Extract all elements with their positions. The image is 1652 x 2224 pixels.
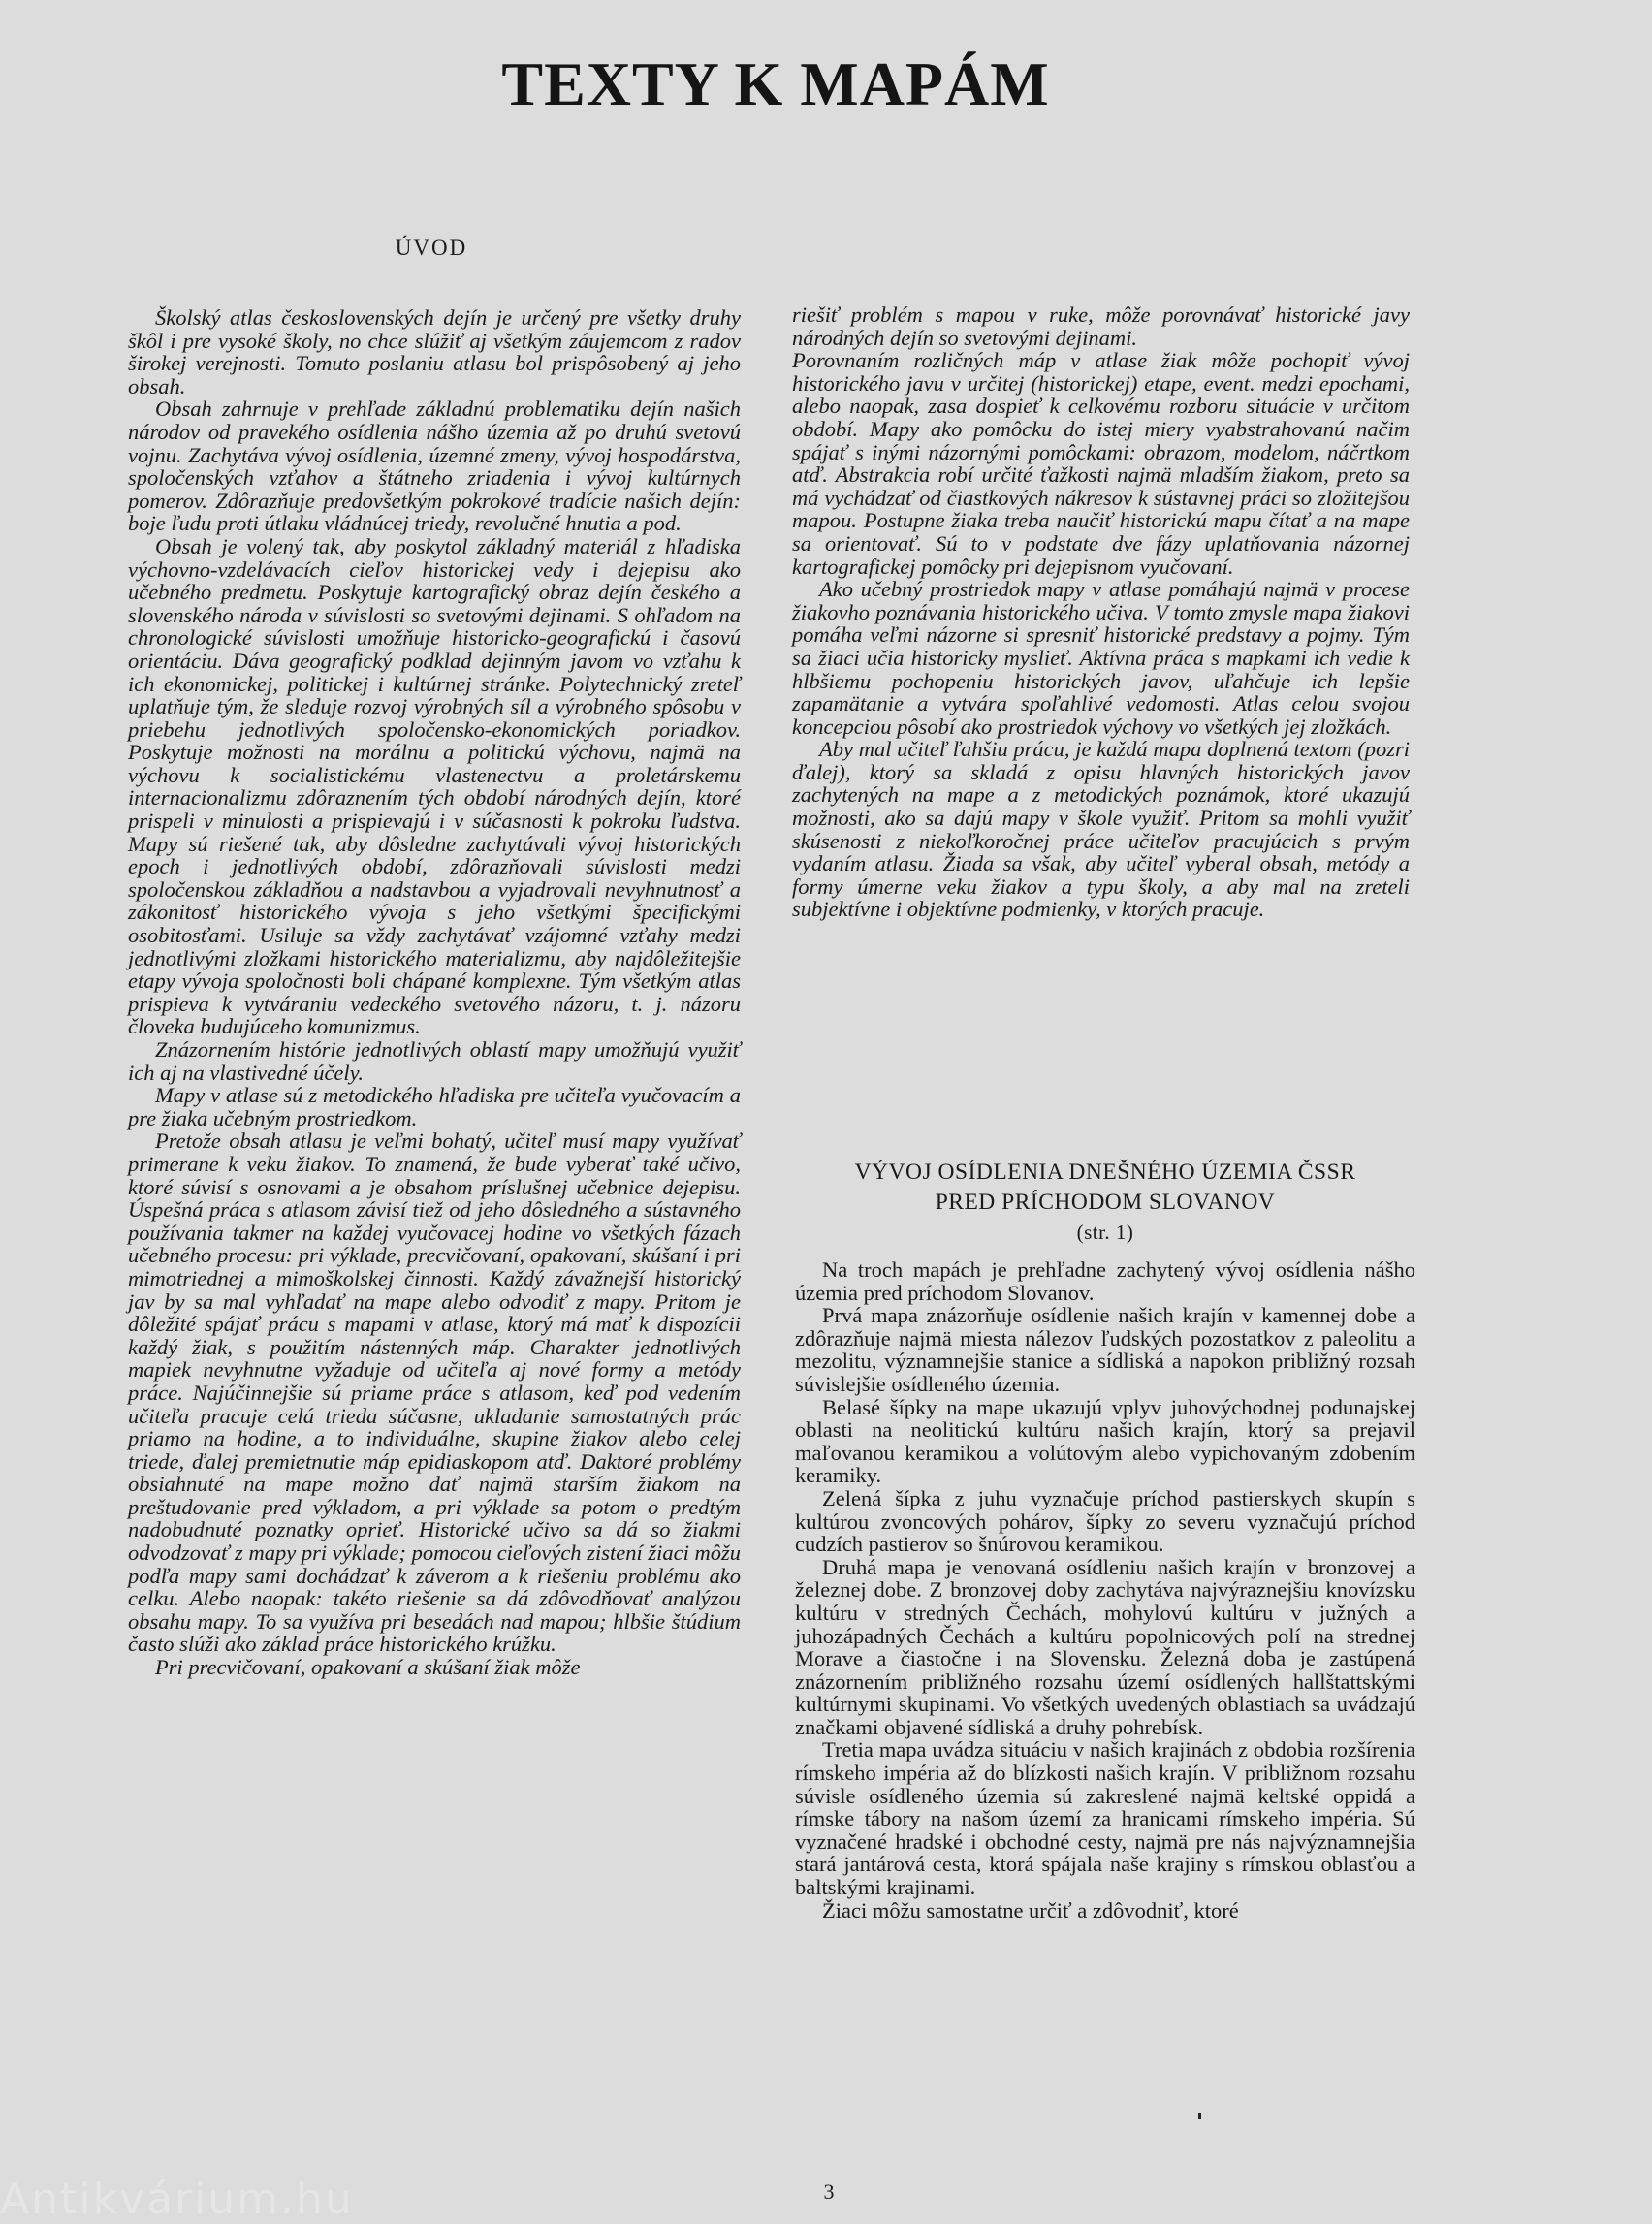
paragraph: Na troch mapách je prehľadne zachytený vývoj osídlenia nášho územia pred príchodom Slovanov.: [795, 1257, 1415, 1305]
paragraph: Obsah zahrnuje v prehľade základnú problematiku dejín našich národov od pravekého osídlenia nášho územia až po druhú svetovú vojnu. Zachytáva vývoj osídlenia, územné zmeny, vývoj hospodárstva, spoločenských vzťahov a štátneho zriadenia i vývoj kultúrnych pomerov. Zdôrazňuje predovšetkým pokrokové tradície našich dejín: boje ľudu proti útlaku vládnúcej triedy, revolučné hnutia a pod.: [128, 397, 741, 536]
paragraph: riešiť problém s mapou v ruke, môže porovnávať historické javy národných dejín so svetovými dejinami.: [792, 302, 1410, 350]
page-number: 3: [823, 2179, 835, 2204]
paragraph: Pretože obsah atlasu je veľmi bohatý, učiteľ musí mapy využívať primerane k veku žiakov. To znamená, že bude vyberať také učivo, ktoré súvisí s osnovami a je obsahom príslušnej učebnice dejepisu. Úspešná práca s atlasom závisí tiež od jeho dôsledného a sústavného používania takmer na každej vyučovacej hodine vo všetkých fázach učebného procesu: pri výklade, precvičovaní, opakovaní, skúšaní i pri mimotriednej a mimoškolskej činnosti. Každý závažnejší historický jav by sa mal vyhľadať na mape alebo odvodiť z mapy. Pritom je dôležité spájať prácu s mapami v atlase, ktorý má mať k dispozícii každý žiak, s použitím nástenných máp. Charakter jednotlivých mapiek nevyhnutne vyžaduje od učiteľa aj nové formy a metódy práce. Najúčinnejšie sú priame práce s atlasom, keď pod vedením učiteľa pracuje celá trieda súčasne, ukladanie samostatných prác priamo na hodine, a to individuálne, skupine žiakov alebo celej triede, ďalej premietnutie máp epidiaskopom atď. Daktoré problémy obsiahnuté na mape možno dať najmä starším žiakom na preštudovanie pred výkladom, a pri výklade sa potom o predtým nadobudnuté poznatky oprieť. Historické učivo sa dá so žiakmi odvodzovať z mapy pri výklade; pomocou cieľových zistení žiaci môžu podľa mapy sami dochádzať k záverom a k riešeniu problému ako celku. Alebo naopak: takéto riešenie sa dá zdôvodňovať analýzou obsahu mapy. To sa využíva pri besedách nad mapou; hlbšie štúdium často slúži ako základ práce historického krúžku.: [128, 1128, 741, 1657]
paragraph: Ako učebný prostriedok mapy v atlase pomáhajú najmä v procese žiakovho poznávania historického učiva. V tomto zmysle mapa žiakovi pomáha veľmi názorne si spresniť historické predstavy a pojmy. Tým sa žiaci učia historicky myslieť. Aktívna práca s mapkami ich vedie k hlbšiemu pochopeniu historických javov, uľahčuje ich lepšie zapamätanie a vytvára spoľahlivé vedomosti. Atlas celou svojou koncepciou pôsobí ako prostriedok výchovy vo všetkých jej zložkách.: [792, 577, 1410, 739]
paragraph: Znázornením histórie jednotlivých oblastí mapy umožňujú využiť ich aj na vlastivedné účely.: [128, 1037, 741, 1085]
section-text-column: [795, 1258, 1415, 1922]
section-title-line: VÝVOJ OSÍDLENIA DNEŠNÉHO ÚZEMIA ČSSR: [854, 1160, 1356, 1185]
paragraph: Tretia mapa uvádza situáciu v našich krajinách z obdobia rozšírenia rímskeho impéria až do blízkosti našich krajín. V približnom rozsahu súvisle osídleného územia sú zakreslené najmä keltské oppidá a rímske tábory na našom území za hranicami rímskeho impéria. Sú vyznačené hradské i obchodné cesty, najmä pre nás najvýznamnejšia stará jantárová cesta, ktorá spájala naše krajiny s rímskou oblasťou a baltskými krajinami.: [795, 1737, 1415, 1900]
section-title-line: PRED PRÍCHODOM SLOVANOV: [935, 1190, 1276, 1215]
paragraph: Zelená šípka z juhu vyznačuje príchod pastierskych skupín s kultúrou zvoncových pohárov, šípky zo severu vyznačujú príchod cudzích pastierov so šnúrovou keramikou.: [795, 1485, 1415, 1557]
paragraph: Belasé šípky na mape ukazujú vplyv juhovýchodnej podunajskej oblasti na neolitickú kultúru našich krajín, ktorý sa prejavil maľovanou keramikou a volútovým alebo vypichovaným zdobením keramiky.: [795, 1394, 1415, 1488]
paragraph: Prvá mapa znázorňuje osídlenie našich krajín v kamennej dobe a zdôrazňuje najmä miesta nálezov ľudských pozostatkov z paleolitu a mezolitu, významnejšie stanice a sídliská a napokon približný rozsah súvislejšie osídleného územia.: [795, 1303, 1415, 1396]
intro-heading: ÚVOD: [395, 236, 468, 260]
print-speck: [1198, 2113, 1201, 2119]
watermark: Antikvárium.hu: [0, 2175, 354, 2224]
intro-text-left-column: [128, 306, 741, 1679]
paragraph: Pri precvičovaní, opakovaní a skúšaní žiak môže: [155, 1655, 581, 1680]
page-title: TEXTY K MAPÁM: [501, 49, 1050, 118]
paragraph: Druhá mapa je venovaná osídleniu našich krajín v bronzovej a železnej dobe. Z bronzovej doby zachytáva najvýraznejšiu knovízsku kultúru v stredných Čechách, mohylovú kultúru v južných a juhozápadných Čechách a kultúru popolnicových polí na strednej Morave a čiastočne i na Slovensku. Železná doba je zastúpená znázornením približného rozsahu území osídlených hallštattskými kultúrnymi skupinami. Vo všetkých uvedených oblastiach sa uvádzajú značkami objavené sídliská a druhy pohrebísk.: [795, 1554, 1415, 1739]
intro-text-right-column: [792, 303, 1410, 921]
paragraph: Porovnaním rozličných máp v atlase žiak môže pochopiť vývoj historického javu v určitej (historickej) etape, event. medzi epochami, alebo naopak, zasa dospieť k celkovému rozboru situácie v určitom období. Mapy ako pomôcku do istej miery vyabstrahovanú načim spájať s inými názornými pomôckami: obrazom, modelom, náčrtkom atď. Abstrakcia robí určité ťažkosti najmä mladším žiakom, preto sa má vychádzať od čiastkových nákresov k sústavnej práci so zložitejšou mapou. Postupne žiaka treba naučiť historickú mapu čítať a na mape sa orientovať. Sú to v podstate dve fázy uplatňovania názornej kartografickej pomôcky pri dejepisnom vyučovaní.: [792, 348, 1410, 579]
paragraph: Školský atlas československých dejín je určený pre všetky druhy škôl i pre vysoké školy, no chce slúžiť aj všetkým záujemcom z radov širokej verejnosti. Tomuto poslaniu atlasu bol prispôsobený aj jeho obsah.: [128, 305, 741, 398]
section-heading: [795, 1158, 1415, 1248]
section-page-ref: (str. 1): [1076, 1221, 1134, 1244]
paragraph: Mapy v atlase sú z metodického hľadiska pre učiteľa vyučovacím a pre žiaka učebným prostriedkom.: [128, 1083, 741, 1130]
paragraph: Aby mal učiteľ ľahšiu prácu, je každá mapa doplnená textom (pozri ďalej), ktorý sa skladá z opisu hlavných historických javov zachytených na mape a z metodických poznámok, ktoré ukazujú možnosti, ako sa dajú mapy v škole využiť. Pritom sa mohli využiť skúsenosti z niekoľkoročnej práce učiteľov pracujúcich s prvým vydaním atlasu. Žiada sa však, aby učiteľ vyberal obsah, metódy a formy úmerne veku žiakov a typu školy, a aby mal na zreteli subjektívne i objektívne podmienky, v ktorých pracuje.: [792, 737, 1410, 922]
paragraph: Žiaci môžu samostatne určiť a zdôvodniť, ktoré: [822, 1897, 1239, 1922]
paragraph: Obsah je volený tak, aby poskytol základný materiál z hľadiska výchovno-vzdelávacích cieľov historickej vedy i dejepisu ako učebného predmetu. Poskytuje kartografický obraz dejín českého a slovenského národa v súvislosti so svetovými dejinami. S ohľadom na chronologické súvislosti umožňuje historicko-geografickú i časovú orientáciu. Dáva geografický podklad dejinným javom vo vzťahu k ich ekonomickej, politickej i kultúrnej stránke. Polytechnický zreteľ uplatňuje tým, že sleduje rozvoj výrobných síl a výrobného spôsobu v priebehu jednotlivých spoločensko-ekonomických poriadkov. Poskytuje možnosti na morálnu a politickú výchovu, najmä na výchovu k socialistickému vlastenectvu a proletárskemu internacionalizmu zdôraznením tých období národných dejín, ktoré prispeli v minulosti a prispievajú i v súčasnosti k pokroku ľudstva. Mapy sú riešené tak, aby dôsledne zachytávali vývoj historických epoch i jednotlivých období, zdôrazňovali súvislosti medzi spoločenskou základňou a nadstavbou a vyjadrovali nevyhnutnosť a zákonitosť historického vývoja s jeho všetkými špecifickými osobitosťami. Usiluje sa vždy zachytávať vzájomné vzťahy medzi jednotlivými zložkami historického materializmu, aby najdôležitejšie etapy vývoja spoločnosti boli chápané komplexne. Tým všetkým atlas prispieva k vytváraniu vedeckého svetového názoru, t. j. názoru človeka budujúceho komunizmus.: [128, 533, 741, 1039]
